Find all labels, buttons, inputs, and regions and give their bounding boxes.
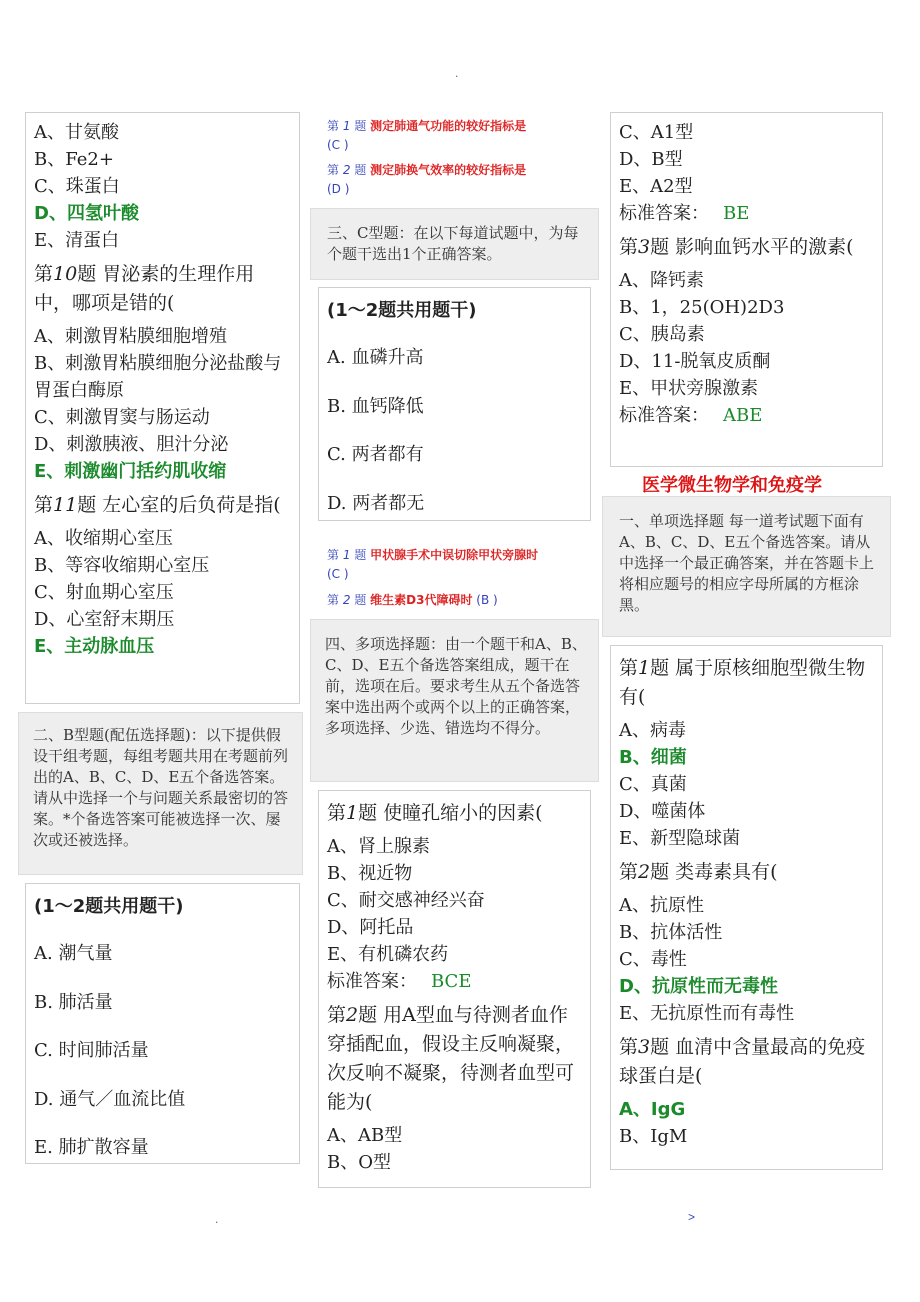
q10-option-a: A、刺激胃粘膜细胞增殖 bbox=[34, 326, 227, 347]
c-subquestion-2: 第 2 题 维生素D3代障碍时 (B ) bbox=[327, 593, 498, 607]
b-option-a: A. 潮气量 bbox=[34, 943, 113, 964]
m-q2-option-d: D、B型 bbox=[619, 149, 683, 170]
q9-option-e: E、清蛋白 bbox=[34, 230, 120, 251]
q9-option-c: C、珠蛋白 bbox=[34, 176, 120, 197]
b-subquestion-1: 第 1 题 测定肺通气功能的较好指标是 (C ) bbox=[327, 119, 527, 152]
m-q1-standard-answer: 标准答案： BCE bbox=[327, 971, 472, 992]
q9-option-a: A、甘氨酸 bbox=[34, 122, 119, 143]
col3-single-box bbox=[610, 645, 883, 1170]
q11-option-e-correct: E、主动脉血压 bbox=[34, 636, 155, 657]
q10-option-c: C、刺激胃窦与肠运动 bbox=[34, 407, 210, 428]
q9-option-d-correct: D、四氢叶酸 bbox=[34, 203, 139, 224]
b-option-b: B. 肺活量 bbox=[34, 991, 113, 1013]
col2-c-type-box bbox=[318, 287, 591, 521]
b-group-title: (1～2题共用题干) bbox=[34, 896, 184, 917]
m-q2-option-b: B、O型 bbox=[327, 1152, 391, 1173]
top-dot: . bbox=[455, 66, 459, 80]
col1-b-type-box bbox=[25, 883, 300, 1164]
q10-stem: 第10题 胃泌素的生理作用中，哪项是错的( bbox=[34, 263, 255, 314]
c-option-d: D. 两者都无 bbox=[327, 492, 425, 514]
q10-option-e-correct: E、刺激幽门括约肌收缩 bbox=[34, 461, 227, 482]
m-q1-stem: 第1题 使瞳孔缩小的因素( bbox=[327, 802, 543, 824]
b-option-d: D. 通气／血流比值 bbox=[34, 1088, 186, 1110]
m-q3-option-c: C、胰岛素 bbox=[619, 324, 705, 345]
s-q1-option-a: A、病毒 bbox=[619, 720, 686, 741]
m-q3-option-a: A、降钙素 bbox=[619, 270, 704, 291]
m-q2-option-c: C、A1型 bbox=[619, 122, 694, 143]
s-q3-option-a-correct: A、IgG bbox=[619, 1099, 686, 1120]
s-q2-stem: 第2题 类毒素具有( bbox=[619, 861, 778, 883]
b-option-c: C. 时间肺活量 bbox=[34, 1040, 149, 1061]
s-q3-stem: 第3题 血清中含量最高的免疫球蛋白是( bbox=[619, 1036, 866, 1087]
bottom-dot-left: . bbox=[215, 1212, 219, 1226]
s-q1-option-e: E、新型隐球菌 bbox=[619, 828, 741, 849]
b-subquestion-2: 第 2 题 测定肺换气效率的较好指标是 (D ) bbox=[327, 163, 527, 196]
m-q1-option-a: A、肾上腺素 bbox=[327, 836, 430, 857]
col3-multi-box bbox=[610, 112, 883, 467]
m-q2-standard-answer: 标准答案： BE bbox=[619, 203, 750, 224]
m-q1-option-b: B、视近物 bbox=[327, 863, 413, 884]
s-q1-option-b-correct: B、细菌 bbox=[619, 747, 687, 768]
s-q1-option-c: C、真菌 bbox=[619, 774, 687, 795]
b-option-e: E. 肺扩散容量 bbox=[34, 1137, 149, 1158]
q10-option-b: B、刺激胃粘膜细胞分泌盐酸与胃蛋白酶原 bbox=[34, 353, 282, 401]
q11-option-c: C、射血期心室压 bbox=[34, 582, 174, 603]
m-q1-option-e: E、有机磷农药 bbox=[327, 944, 449, 965]
s-q1-option-d: D、噬菌体 bbox=[619, 801, 706, 822]
m-q3-option-d: D、11-脱氧皮质酮 bbox=[619, 351, 771, 372]
bottom-mark-right: > bbox=[688, 1210, 696, 1224]
m-q1-option-c: C、耐交感神经兴奋 bbox=[327, 890, 485, 911]
m-q2-stem: 第2题 用A型血与待测者血作穿插配血，假设主反响凝聚，次反响不凝聚，待测者血型可能为( bbox=[327, 1004, 575, 1113]
c-subquestion-1: 第 1 题 甲状腺手术中误切除甲状旁腺时 (C ) bbox=[327, 548, 539, 581]
m-q3-stem: 第3题 影响血钙水平的激素( bbox=[619, 236, 854, 258]
col2-multi-box bbox=[318, 790, 591, 1188]
m-q3-option-e: E、甲状旁腺激素 bbox=[619, 378, 759, 399]
s-q3-option-b: B、IgM bbox=[619, 1126, 688, 1147]
s-q2-option-e: E、无抗原性而有毒性 bbox=[619, 1003, 795, 1024]
s-q2-option-b: B、抗体活性 bbox=[619, 922, 723, 943]
s-q2-option-d-correct: D、抗原性而无毒性 bbox=[619, 976, 778, 997]
m-q1-option-d: D、阿托品 bbox=[327, 917, 414, 938]
section-title-microbiology: 医学微生物学和免疫学 bbox=[642, 475, 822, 496]
q11-option-b: B、等容收缩期心室压 bbox=[34, 555, 210, 576]
b-type-instructions: 二、B型题(配伍选择题)：以下提供假设干组考题，每组考题共用在考题前列出的A、B、C、D、E五个备选答案。请从中选择一个与问题关系最密切的答案。*个备选答案可能被选择一次、屡次或还被选择。 bbox=[18, 712, 303, 875]
q11-stem: 第11题 左心室的后负荷是指( bbox=[34, 494, 281, 516]
m-q3-standard-answer: 标准答案： ABE bbox=[619, 405, 763, 426]
q11-option-d: D、心室舒末期压 bbox=[34, 609, 175, 630]
m-q2-option-a: A、AB型 bbox=[327, 1125, 403, 1146]
c-option-b: B. 血钙降低 bbox=[327, 395, 424, 417]
s-q2-option-a: A、抗原性 bbox=[619, 895, 704, 916]
s-q2-option-c: C、毒性 bbox=[619, 949, 687, 970]
c-type-instructions: 三、C型题：在以下每道试题中，为每个题干选出1个正确答案。 bbox=[310, 208, 599, 280]
multi-choice-instructions: 四、多项选择题：由一个题干和A、B、C、D、E五个备选答案组成，题干在前，选项在后。要求考生从五个备选答案中选出两个或两个以上的正确答案，多项选择、少选、错选均不得分。 bbox=[310, 619, 599, 782]
q9-option-b: B、Fe2+ bbox=[34, 149, 114, 170]
m-q2-option-e: E、A2型 bbox=[619, 176, 693, 197]
single-choice-instructions: 一、单项选择题 每一道考试题下面有A、B、C、D、E五个备选答案。请从中选择一个最正确答案，并在答题卡上将相应题号的相应字母所属的方框涂黑。 bbox=[602, 496, 891, 637]
s-q1-stem: 第1题 属于原核细胞型微生物有( bbox=[619, 657, 866, 708]
c-option-c: C. 两者都有 bbox=[327, 444, 424, 465]
m-q3-option-b: B、1，25(OH)2D3 bbox=[619, 297, 785, 318]
q10-option-d: D、刺激胰液、胆汁分泌 bbox=[34, 434, 229, 455]
c-option-a: A. 血磷升高 bbox=[327, 347, 424, 368]
q11-option-a: A、收缩期心室压 bbox=[34, 528, 173, 549]
c-group-title: (1～2题共用题干) bbox=[327, 300, 477, 321]
col1-question-box bbox=[25, 112, 300, 704]
